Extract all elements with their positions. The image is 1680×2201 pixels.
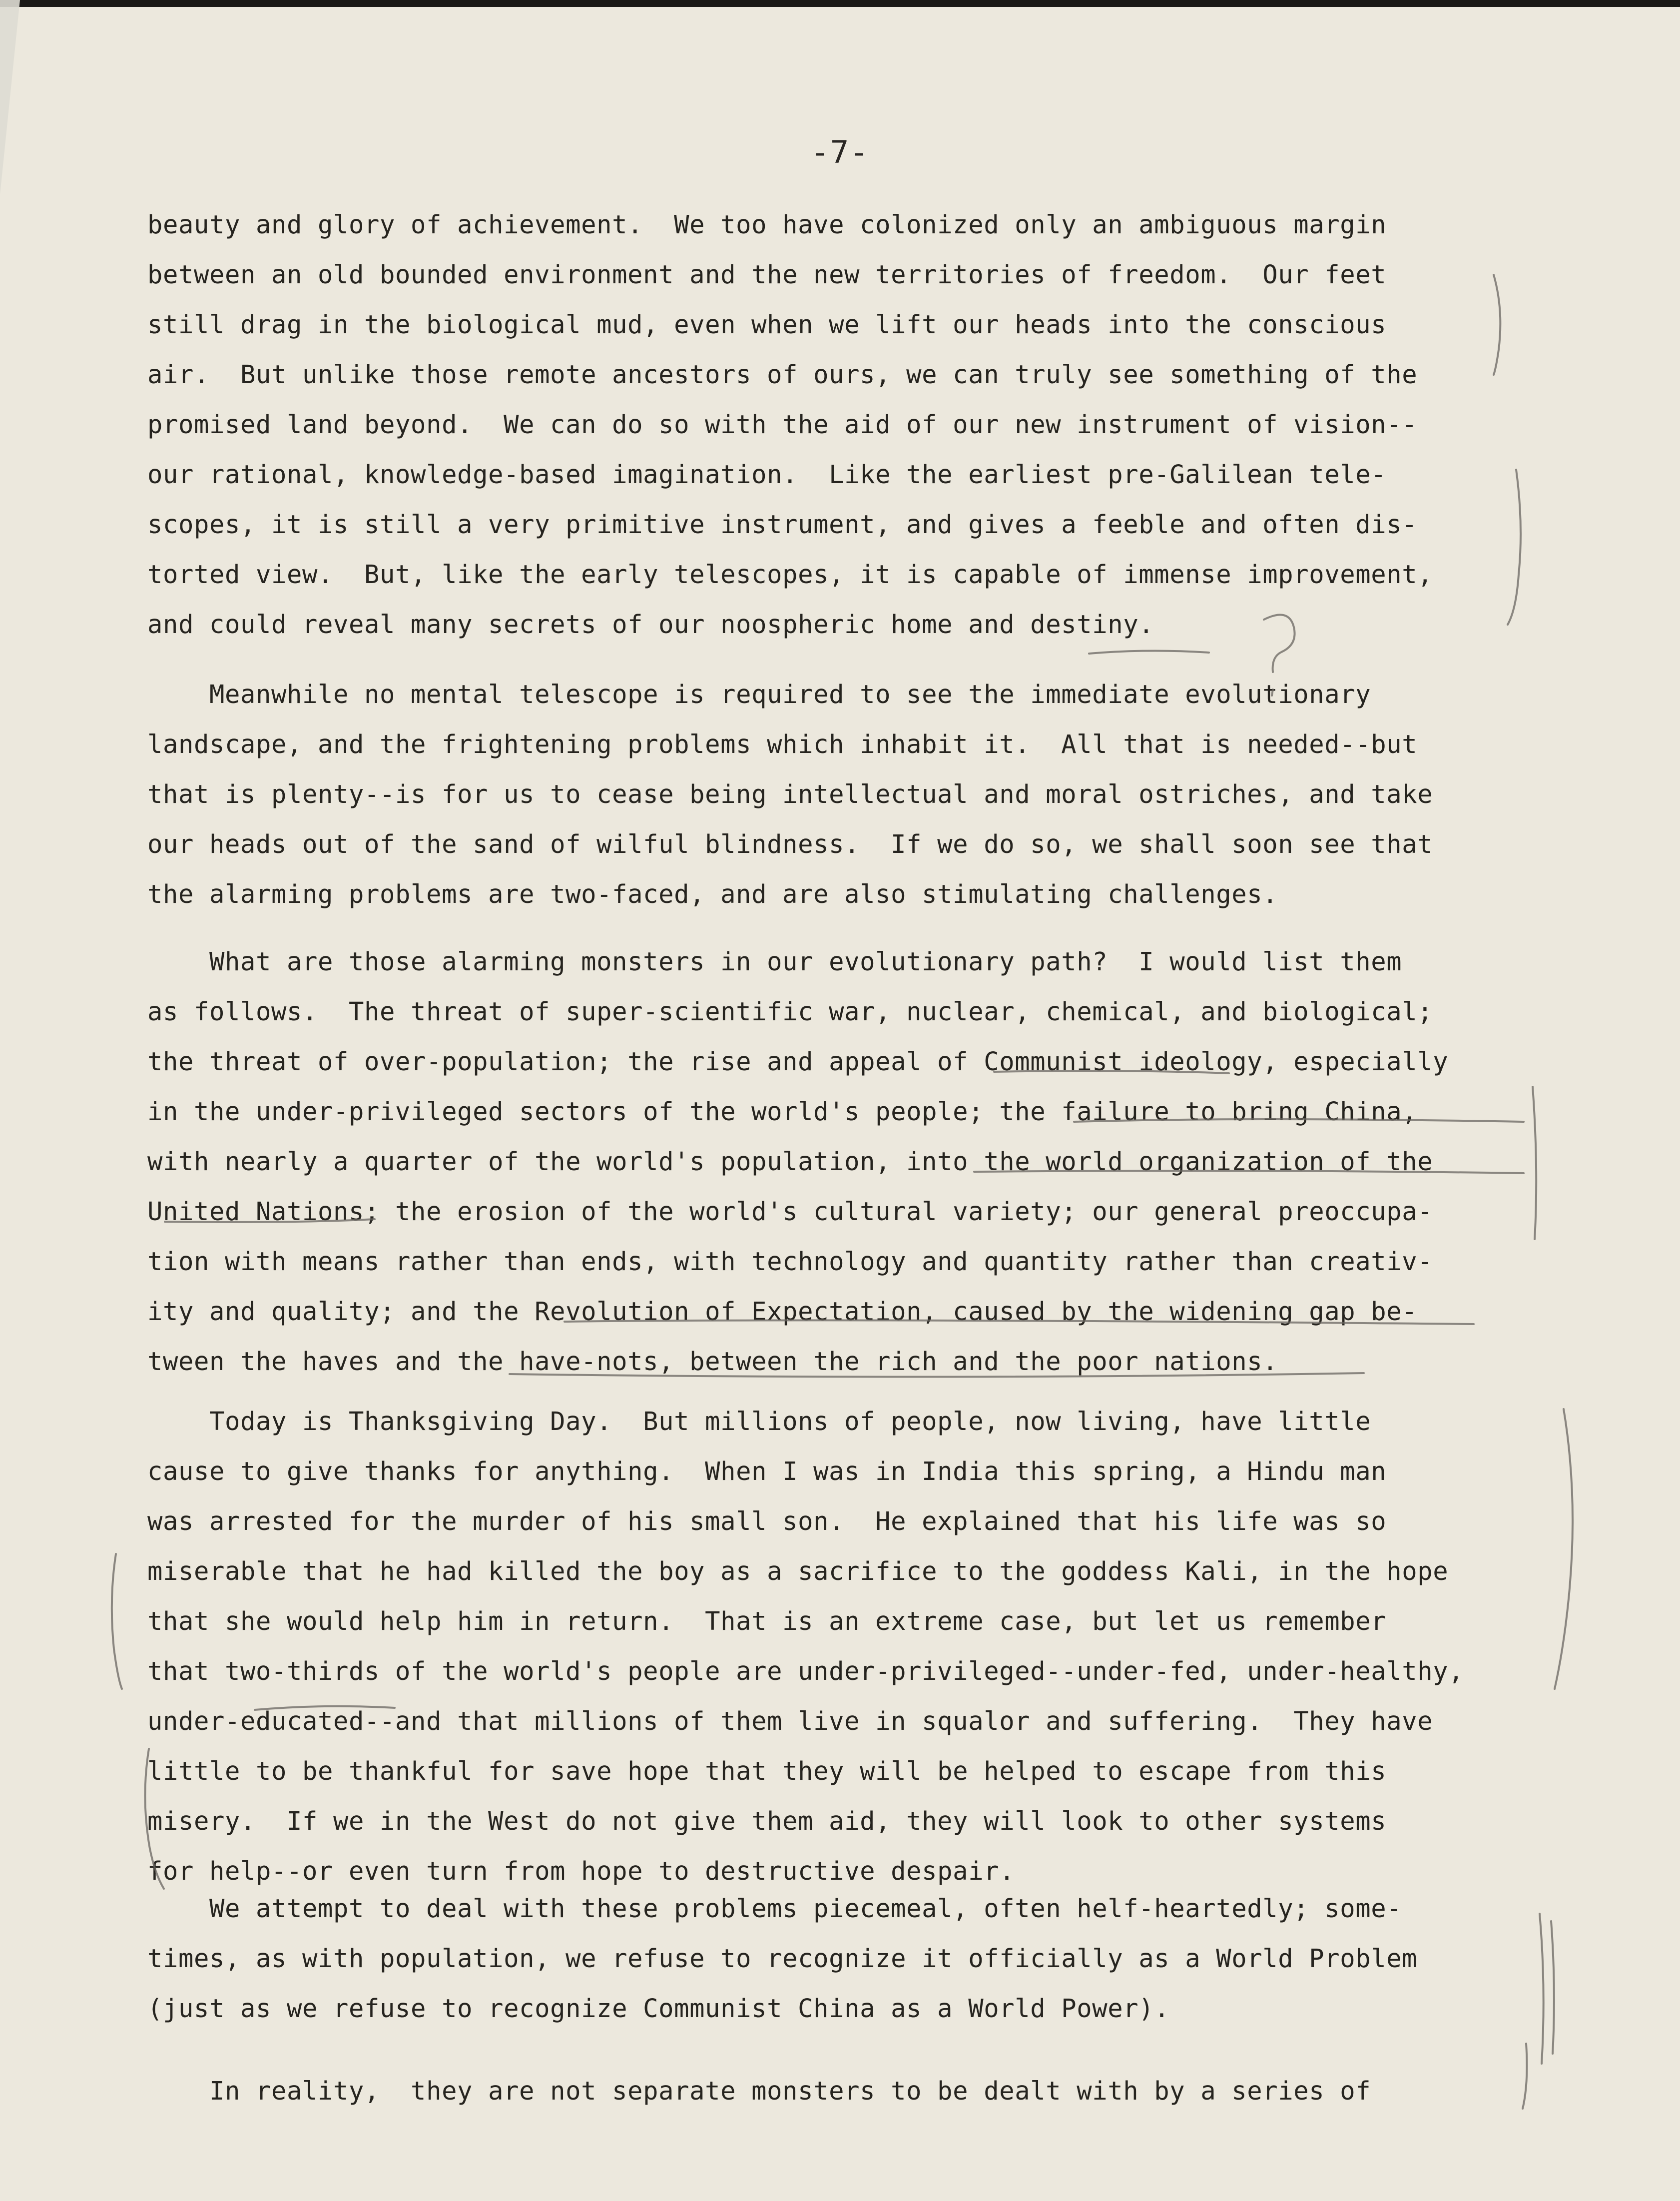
underline-destiny: [1089, 651, 1209, 654]
text-line: with nearly a quarter of the world's population, into the world organization of the: [147, 1147, 1433, 1176]
text-line: Meanwhile no mental telescope is required to see the immediate evolutionary: [147, 680, 1371, 709]
text-line: the alarming problems are two-faced, and are also stimulating challenges.: [147, 879, 1278, 909]
text-line: tion with means rather than ends, with technology and quantity rather than creativ-: [147, 1247, 1433, 1276]
margin-bracket-5: [1540, 1914, 1544, 2064]
text-line: the threat of over-population; the rise and appeal of Communist ideology, especially: [147, 1047, 1449, 1076]
text-line: as follows. The threat of super-scientific war, nuclear, chemical, and biological;: [147, 997, 1433, 1026]
scan-edge: [0, 0, 1680, 7]
text-line: tween the haves and the have-nots, between the rich and the poor nations.: [147, 1347, 1278, 1376]
text-line: times, as with population, we refuse to recognize it officially as a World Problem: [147, 1944, 1418, 1973]
text-line: in the under-privileged sectors of the world's people; the failure to bring China,: [147, 1097, 1418, 1126]
text-line: still drag in the biological mud, even when we lift our heads into the conscious: [147, 310, 1387, 339]
text-line: We attempt to deal with these problems piecemeal, often helf-heartedly; some-: [147, 1894, 1402, 1923]
text-line: air. But unlike those remote ancestors of ours, we can truly see something of the: [147, 360, 1418, 389]
text-line: (just as we refuse to recognize Communist China as a World Power).: [147, 1994, 1170, 2023]
text-line: scopes, it is still a very primitive instrument, and gives a feeble and often dis-: [147, 510, 1418, 539]
text-line: torted view. But, like the early telescopes, it is capable of immense improvement,: [147, 560, 1433, 589]
text-line: ity and quality; and the Revolution of Expectation, caused by the widening gap be-: [147, 1297, 1418, 1326]
text-line: and could reveal many secrets of our noospheric home and destiny.: [147, 610, 1154, 639]
text-line: In reality, they are not separate monsters to be dealt with by a series of: [147, 2076, 1371, 2106]
text-line: was arrested for the murder of his small son. He explained that his life was so: [147, 1506, 1387, 1536]
text-line: beauty and glory of achievement. We too have colonized only an ambiguous margin: [147, 210, 1387, 239]
text-line: United Nations; the erosion of the world's cultural variety; our general preoccupa-: [147, 1197, 1433, 1226]
text-line: cause to give thanks for anything. When I was in India this spring, a Hindu man: [147, 1457, 1387, 1486]
question-mark: [1264, 615, 1295, 672]
margin-bracket-1: [1494, 275, 1500, 375]
text-line: our rational, knowledge-based imagination. Like the earliest pre-Galilean tele-: [147, 460, 1387, 489]
text-line: What are those alarming monsters in our evolutionary path? I would list them: [147, 947, 1402, 976]
page-number: -7-: [810, 134, 870, 170]
text-line: that she would help him in return. That is an extreme case, but let us remember: [147, 1606, 1387, 1636]
text-line: that is plenty--is for us to cease being intellectual and moral ostriches, and take: [147, 779, 1433, 809]
text-line: our heads out of the sand of wilful blindness. If we do so, we shall soon see that: [147, 829, 1433, 859]
margin-bracket-6: [1551, 1921, 1554, 2054]
margin-bracket-4: [1555, 1409, 1573, 1689]
text-line: that two-thirds of the world's people are under-privileged--under-fed, under-healthy,: [147, 1656, 1464, 1686]
text-line: promised land beyond. We can do so with the aid of our new instrument of vision--: [147, 410, 1418, 439]
margin-bracket-7: [1523, 2044, 1527, 2109]
text-line: Today is Thanksgiving Day. But millions of people, now living, have little: [147, 1407, 1371, 1436]
left-bracket-1: [112, 1554, 122, 1689]
margin-bracket-2: [1508, 470, 1521, 625]
text-line: miserable that he had killed the boy as a sacrifice to the goddess Kali, in the hope: [147, 1556, 1449, 1586]
text-line: landscape, and the frightening problems which inhabit it. All that is needed--but: [147, 730, 1418, 759]
text-line: misery. If we in the West do not give them aid, they will look to other systems: [147, 1806, 1387, 1836]
text-line: between an old bounded environment and the new territories of freedom. Our feet: [147, 260, 1387, 289]
margin-bracket-3: [1533, 1087, 1536, 1239]
text-line: little to be thankful for save hope that they will be helped to escape from this: [147, 1756, 1387, 1786]
text-line: under-educated--and that millions of them live in squalor and suffering. They have: [147, 1706, 1433, 1736]
text-line: for help--or even turn from hope to destructive despair.: [147, 1856, 1015, 1886]
